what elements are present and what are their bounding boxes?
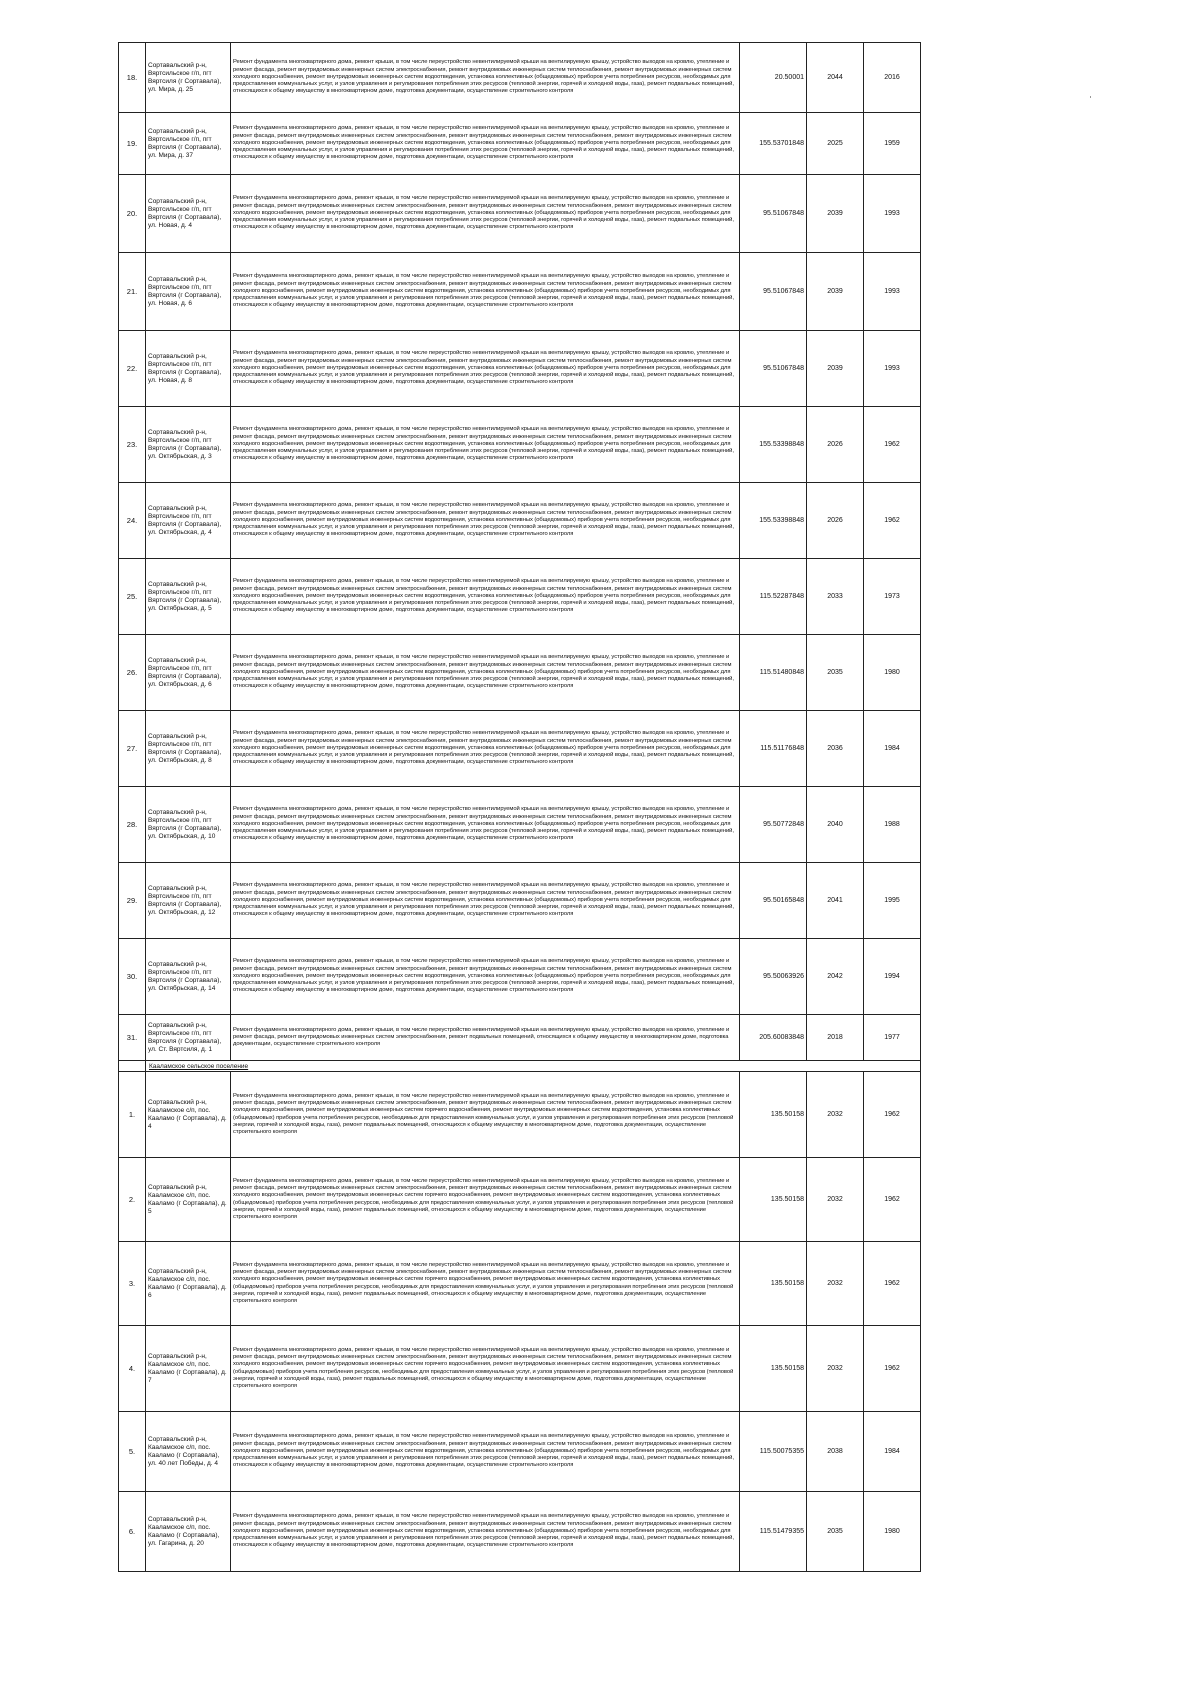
- address-cell: Сортавальский р-н, Кааламское с/п, пос. Кааламо (г Сортавала), д. 4: [146, 1072, 231, 1158]
- table-row: [119, 635, 921, 711]
- table-row: [119, 407, 921, 483]
- planned-year-cell: 2032: [807, 1158, 864, 1242]
- works-cell: Ремонт фундамента многоквартирного дома, ремонт крыши, в том числе переустройство невентилируемой крыши на вентилируемую крышу, устройство выходов на кровлю, утепление и ремонт фасада, ремонт внутридомовых инженерных систем электроснабжения, ремонт внутридомовых инженерных систем теплоснабжения, ремонт внутридомовых инженерных систем холодного водоснабжения, ремонт внутридомовых инженерных систем водоотведения, установка коллективных (общедомовых) приборов учета потребления ресурсов, необходимых для предоставления коммунальных услуг, и узлов управления и регулирования потребления этих ресурсов (тепловой энергии, горячей и холодной воды, газа), ремонт подвальных помещений, относящихся к общему имуществу в многоквартирном доме, подготовка документации, осуществление строительного контроля: [231, 1412, 740, 1492]
- cost-cell: 155.53398848: [740, 483, 807, 559]
- table-row: [119, 1412, 921, 1492]
- built-year-cell: 1980: [864, 1492, 921, 1572]
- built-year-cell: 1993: [864, 175, 921, 253]
- planned-year-cell: 2044: [807, 43, 864, 113]
- works-cell: Ремонт фундамента многоквартирного дома, ремонт крыши, в том числе переустройство невентилируемой крыши на вентилируемую крышу, устройство выходов на кровлю, утепление и ремонт фасада, ремонт внутридомовых инженерных систем электроснабжения, ремонт внутридомовых инженерных систем теплоснабжения, ремонт внутридомовых инженерных систем холодного водоснабжения, ремонт внутридомовых инженерных систем водоотведения, установка коллективных (общедомовых) приборов учета потребления ресурсов, необходимых для предоставления коммунальных услуг, и узлов управления и регулирования потребления этих ресурсов (тепловой энергии, горячей и холодной воды, газа), ремонт подвальных помещений, относящихся к общему имуществу в многоквартирном доме, подготовка документации, осуществление строительного контроля: [231, 863, 740, 939]
- table-row: [119, 787, 921, 863]
- cost-cell: 95.51067848: [740, 253, 807, 331]
- planned-year-cell: 2040: [807, 787, 864, 863]
- address-cell: Сортавальский р-н, Кааламское с/п, пос. Кааламо (г Сортавала), ул. Гагарина, д. 20: [146, 1492, 231, 1572]
- cost-cell: 95.50063926: [740, 939, 807, 1015]
- table-row: [119, 43, 921, 113]
- address-cell: Сортавальский р-н, Вяртсильское г/п, пгт Вяртсиля (г Сортавала), ул. Октябрьская, д. 6: [146, 635, 231, 711]
- table-row: [119, 1015, 921, 1061]
- built-year-cell: 1962: [864, 407, 921, 483]
- capital-repair-table: [118, 42, 921, 1572]
- works-cell: Ремонт фундамента многоквартирного дома, ремонт крыши, в том числе переустройство невентилируемой крыши на вентилируемую крышу, устройство выходов на кровлю, утепление и ремонт фасада, ремонт внутридомовых инженерных систем электроснабжения, ремонт внутридомовых инженерных систем теплоснабжения, ремонт внутридомовых инженерных систем холодного водоснабжения, ремонт внутридомовых инженерных систем водоотведения, установка коллективных (общедомовых) приборов учета потребления ресурсов, необходимых для предоставления коммунальных услуг, и узлов управления и регулирования потребления этих ресурсов (тепловой энергии, горячей и холодной воды, газа), ремонт подвальных помещений, относящихся к общему имуществу в многоквартирном доме, подготовка документации, осуществление строительного контроля: [231, 407, 740, 483]
- built-year-cell: 1962: [864, 1326, 921, 1412]
- row-number: 30.: [119, 939, 146, 1015]
- planned-year-cell: 2039: [807, 331, 864, 407]
- table-row: [119, 331, 921, 407]
- row-number: 21.: [119, 253, 146, 331]
- works-cell: Ремонт фундамента многоквартирного дома, ремонт крыши, в том числе переустройство невентилируемой крыши на вентилируемую крышу, устройство выходов на кровлю, утепление и ремонт фасада, ремонт внутридомовых инженерных систем электроснабжения, ремонт внутридомовых инженерных систем теплоснабжения, ремонт внутридомовых инженерных систем холодного водоснабжения, ремонт внутридомовых инженерных систем водоотведения, установка коллективных (общедомовых) приборов учета потребления ресурсов, необходимых для предоставления коммунальных услуг, и узлов управления и регулирования потребления этих ресурсов (тепловой энергии, горячей и холодной воды, газа), ремонт подвальных помещений, относящихся к общему имуществу в многоквартирном доме, подготовка документации, осуществление строительного контроля: [231, 559, 740, 635]
- works-cell: Ремонт фундамента многоквартирного дома, ремонт крыши, в том числе переустройство невентилируемой крыши на вентилируемую крышу, устройство выходов на кровлю, утепление и ремонт фасада, ремонт внутридомовых инженерных систем электроснабжения, ремонт внутридомовых инженерных систем теплоснабжения, ремонт внутридомовых инженерных систем холодного водоснабжения, ремонт внутридомовых инженерных систем водоотведения, установка коллективных (общедомовых) приборов учета потребления ресурсов, необходимых для предоставления коммунальных услуг, и узлов управления и регулирования потребления этих ресурсов (тепловой энергии, горячей и холодной воды, газа), ремонт подвальных помещений, относящихся к общему имуществу в многоквартирном доме, подготовка документации, осуществление строительного контроля: [231, 43, 740, 113]
- works-cell: Ремонт фундамента многоквартирного дома, ремонт крыши, в том числе переустройство невентилируемой крыши на вентилируемую крышу, устройство выходов на кровлю, утепление и ремонт фасада, ремонт внутридомовых инженерных систем электроснабжения, ремонт внутридомовых инженерных систем теплоснабжения, ремонт внутридомовых инженерных систем холодного водоснабжения, ремонт внутридомовых инженерных систем водоотведения, установка коллективных (общедомовых) приборов учета потребления ресурсов, необходимых для предоставления коммунальных услуг, и узлов управления и регулирования потребления этих ресурсов (тепловой энергии, горячей и холодной воды, газа), ремонт подвальных помещений, относящихся к общему имуществу в многоквартирном доме, подготовка документации, осуществление строительного контроля: [231, 1492, 740, 1572]
- planned-year-cell: 2039: [807, 253, 864, 331]
- address-cell: Сортавальский р-н, Кааламское с/п, пос. Кааламо (г Сортавала), д. 7: [146, 1326, 231, 1412]
- table-row: [119, 1242, 921, 1326]
- section-title: Кааламское сельское поселение: [146, 1061, 921, 1072]
- address-cell: Сортавальский р-н, Кааламское с/п, пос. Кааламо (г Сортавала), ул. 40 лет Победы, д. 4: [146, 1412, 231, 1492]
- address-cell: Сортавальский р-н, Вяртсильское г/п, пгт Вяртсиля (г Сортавала), ул. Октябрьская, д. 12: [146, 863, 231, 939]
- built-year-cell: 1995: [864, 863, 921, 939]
- works-cell: Ремонт фундамента многоквартирного дома, ремонт крыши, в том числе переустройство невентилируемой крыши на вентилируемую крышу, устройство выходов на кровлю, утепление и ремонт фасада, ремонт внутридомовых инженерных систем электроснабжения, ремонт внутридомовых инженерных систем теплоснабжения, ремонт внутридомовых инженерных систем холодного водоснабжения, ремонт внутридомовых инженерных систем водоотведения, установка коллективных (общедомовых) приборов учета потребления ресурсов, необходимых для предоставления коммунальных услуг, и узлов управления и регулирования потребления этих ресурсов (тепловой энергии, горячей и холодной воды, газа), ремонт подвальных помещений, относящихся к общему имуществу в многоквартирном доме, подготовка документации, осуществление строительного контроля: [231, 787, 740, 863]
- cost-cell: 135.50158: [740, 1326, 807, 1412]
- row-number: 4.: [119, 1326, 146, 1412]
- table-row: [119, 559, 921, 635]
- planned-year-cell: 2038: [807, 1412, 864, 1492]
- table-row: [119, 253, 921, 331]
- works-cell: Ремонт фундамента многоквартирного дома, ремонт крыши, в том числе переустройство невентилируемой крыши на вентилируемую крышу, устройство выходов на кровлю, утепление и ремонт фасада, ремонт внутридомовых инженерных систем электроснабжения, ремонт подвальных помещений, относящихся к общему имуществу в многоквартирном доме, подготовка документации, осуществление строительного контроля: [231, 1015, 740, 1061]
- works-cell: Ремонт фундамента многоквартирного дома, ремонт крыши, в том числе переустройство невентилируемой крыши на вентилируемую крышу, устройство выходов на кровлю, утепление и ремонт фасада, ремонт внутридомовых инженерных систем электроснабжения, ремонт внутридомовых инженерных систем теплоснабжения, ремонт внутридомовых инженерных систем холодного водоснабжения, ремонт внутридомовых инженерных систем горячего водоснабжения, ремонт внутридомовых инженерных систем водоотведения, установка коллективных (общедомовых) приборов учета потребления ресурсов, необходимых для предоставления коммунальных услуг, и узлов управления и регулирования потребления этих ресурсов (тепловой энергии, горячей и холодной воды, газа), ремонт подвальных помещений, относящихся к общему имуществу в многоквартирном доме, подготовка документации, осуществление строительного контроля: [231, 1326, 740, 1412]
- planned-year-cell: 2033: [807, 559, 864, 635]
- address-cell: Сортавальский р-н, Вяртсильское г/п, пгт Вяртсиля (г Сортавала), ул. Октябрьская, д. 3: [146, 407, 231, 483]
- section-spacer-cell: [119, 1061, 146, 1072]
- row-number: 29.: [119, 863, 146, 939]
- works-cell: Ремонт фундамента многоквартирного дома, ремонт крыши, в том числе переустройство невентилируемой крыши на вентилируемую крышу, устройство выходов на кровлю, утепление и ремонт фасада, ремонт внутридомовых инженерных систем электроснабжения, ремонт внутридомовых инженерных систем теплоснабжения, ремонт внутридомовых инженерных систем холодного водоснабжения, ремонт внутридомовых инженерных систем водоотведения, установка коллективных (общедомовых) приборов учета потребления ресурсов, необходимых для предоставления коммунальных услуг, и узлов управления и регулирования потребления этих ресурсов (тепловой энергии, горячей и холодной воды, газа), ремонт подвальных помещений, относящихся к общему имуществу в многоквартирном доме, подготовка документации, осуществление строительного контроля: [231, 939, 740, 1015]
- planned-year-cell: 2036: [807, 711, 864, 787]
- works-cell: Ремонт фундамента многоквартирного дома, ремонт крыши, в том числе переустройство невентилируемой крыши на вентилируемую крышу, устройство выходов на кровлю, утепление и ремонт фасада, ремонт внутридомовых инженерных систем электроснабжения, ремонт внутридомовых инженерных систем теплоснабжения, ремонт внутридомовых инженерных систем холодного водоснабжения, ремонт внутридомовых инженерных систем водоотведения, установка коллективных (общедомовых) приборов учета потребления ресурсов, необходимых для предоставления коммунальных услуг, и узлов управления и регулирования потребления этих ресурсов (тепловой энергии, горячей и холодной воды, газа), ремонт подвальных помещений, относящихся к общему имуществу в многоквартирном доме, подготовка документации, осуществление строительного контроля: [231, 253, 740, 331]
- row-number: 23.: [119, 407, 146, 483]
- row-number: 3.: [119, 1242, 146, 1326]
- works-cell: Ремонт фундамента многоквартирного дома, ремонт крыши, в том числе переустройство невентилируемой крыши на вентилируемую крышу, устройство выходов на кровлю, утепление и ремонт фасада, ремонт внутридомовых инженерных систем электроснабжения, ремонт внутридомовых инженерных систем теплоснабжения, ремонт внутридомовых инженерных систем холодного водоснабжения, ремонт внутридомовых инженерных систем водоотведения, установка коллективных (общедомовых) приборов учета потребления ресурсов, необходимых для предоставления коммунальных услуг, и узлов управления и регулирования потребления этих ресурсов (тепловой энергии, горячей и холодной воды, газа), ремонт подвальных помещений, относящихся к общему имуществу в многоквартирном доме, подготовка документации, осуществление строительного контроля: [231, 331, 740, 407]
- table-row: [119, 483, 921, 559]
- works-cell: Ремонт фундамента многоквартирного дома, ремонт крыши, в том числе переустройство невентилируемой крыши на вентилируемую крышу, устройство выходов на кровлю, утепление и ремонт фасада, ремонт внутридомовых инженерных систем электроснабжения, ремонт внутридомовых инженерных систем теплоснабжения, ремонт внутридомовых инженерных систем холодного водоснабжения, ремонт внутридомовых инженерных систем водоотведения, установка коллективных (общедомовых) приборов учета потребления ресурсов, необходимых для предоставления коммунальных услуг, и узлов управления и регулирования потребления этих ресурсов (тепловой энергии, горячей и холодной воды, газа), ремонт подвальных помещений, относящихся к общему имуществу в многоквартирном доме, подготовка документации, осуществление строительного контроля: [231, 635, 740, 711]
- planned-year-cell: 2025: [807, 113, 864, 175]
- row-number: 24.: [119, 483, 146, 559]
- row-number: 20.: [119, 175, 146, 253]
- table-row: [119, 711, 921, 787]
- built-year-cell: 2016: [864, 43, 921, 113]
- works-cell: Ремонт фундамента многоквартирного дома, ремонт крыши, в том числе переустройство невентилируемой крыши на вентилируемую крышу, устройство выходов на кровлю, утепление и ремонт фасада, ремонт внутридомовых инженерных систем электроснабжения, ремонт внутридомовых инженерных систем теплоснабжения, ремонт внутридомовых инженерных систем холодного водоснабжения, ремонт внутридомовых инженерных систем водоотведения, установка коллективных (общедомовых) приборов учета потребления ресурсов, необходимых для предоставления коммунальных услуг, и узлов управления и регулирования потребления этих ресурсов (тепловой энергии, горячей и холодной воды, газа), ремонт подвальных помещений, относящихся к общему имуществу в многоквартирном доме, подготовка документации, осуществление строительного контроля: [231, 711, 740, 787]
- built-year-cell: 1973: [864, 559, 921, 635]
- cost-cell: 115.50075355: [740, 1412, 807, 1492]
- address-cell: Сортавальский р-н, Вяртсильское г/п, пгт Вяртсиля (г Сортавала), ул. Новая, д. 4: [146, 175, 231, 253]
- works-cell: Ремонт фундамента многоквартирного дома, ремонт крыши, в том числе переустройство невентилируемой крыши на вентилируемую крышу, устройство выходов на кровлю, утепление и ремонт фасада, ремонт внутридомовых инженерных систем электроснабжения, ремонт внутридомовых инженерных систем теплоснабжения, ремонт внутридомовых инженерных систем холодного водоснабжения, ремонт внутридомовых инженерных систем водоотведения, установка коллективных (общедомовых) приборов учета потребления ресурсов, необходимых для предоставления коммунальных услуг, и узлов управления и регулирования потребления этих ресурсов (тепловой энергии, горячей и холодной воды, газа), ремонт подвальных помещений, относящихся к общему имуществу в многоквартирном доме, подготовка документации, осуществление строительного контроля: [231, 113, 740, 175]
- built-year-cell: 1980: [864, 635, 921, 711]
- cost-cell: 135.50158: [740, 1158, 807, 1242]
- address-cell: Сортавальский р-н, Вяртсильское г/п, пгт Вяртсиля (г Сортавала), ул. Новая, д. 6: [146, 253, 231, 331]
- table-body: [119, 43, 921, 1572]
- built-year-cell: 1962: [864, 483, 921, 559]
- cost-cell: 115.52287848: [740, 559, 807, 635]
- table-row: [119, 1158, 921, 1242]
- cost-cell: 95.51067848: [740, 175, 807, 253]
- built-year-cell: 1962: [864, 1072, 921, 1158]
- address-cell: Сортавальский р-н, Кааламское с/п, пос. Кааламо (г Сортавала), д. 6: [146, 1242, 231, 1326]
- table-row: [119, 175, 921, 253]
- address-cell: Сортавальский р-н, Кааламское с/п, пос. Кааламо (г Сортавала), д. 5: [146, 1158, 231, 1242]
- planned-year-cell: 2032: [807, 1242, 864, 1326]
- planned-year-cell: 2018: [807, 1015, 864, 1061]
- cost-cell: 20.50001: [740, 43, 807, 113]
- built-year-cell: 1962: [864, 1158, 921, 1242]
- row-number: 28.: [119, 787, 146, 863]
- planned-year-cell: 2032: [807, 1072, 864, 1158]
- built-year-cell: 1993: [864, 253, 921, 331]
- planned-year-cell: 2039: [807, 175, 864, 253]
- planned-year-cell: 2032: [807, 1326, 864, 1412]
- cost-cell: 135.50158: [740, 1242, 807, 1326]
- built-year-cell: 1959: [864, 113, 921, 175]
- cost-cell: 155.53701848: [740, 113, 807, 175]
- built-year-cell: 1962: [864, 1242, 921, 1326]
- table-row: [119, 939, 921, 1015]
- cost-cell: 115.51176848: [740, 711, 807, 787]
- planned-year-cell: 2026: [807, 407, 864, 483]
- planned-year-cell: 2035: [807, 1492, 864, 1572]
- row-number: 1.: [119, 1072, 146, 1158]
- row-number: 25.: [119, 559, 146, 635]
- works-cell: Ремонт фундамента многоквартирного дома, ремонт крыши, в том числе переустройство невентилируемой крыши на вентилируемую крышу, устройство выходов на кровлю, утепление и ремонт фасада, ремонт внутридомовых инженерных систем электроснабжения, ремонт внутридомовых инженерных систем теплоснабжения, ремонт внутридомовых инженерных систем холодного водоснабжения, ремонт внутридомовых инженерных систем горячего водоснабжения, ремонт внутридомовых инженерных систем водоотведения, установка коллективных (общедомовых) приборов учета потребления ресурсов, необходимых для предоставления коммунальных услуг, и узлов управления и регулирования потребления этих ресурсов (тепловой энергии, горячей и холодной воды, газа), ремонт подвальных помещений, относящихся к общему имуществу в многоквартирном доме, подготовка документации, осуществление строительного контроля: [231, 1072, 740, 1158]
- cost-cell: 135.50158: [740, 1072, 807, 1158]
- row-number: 2.: [119, 1158, 146, 1242]
- address-cell: Сортавальский р-н, Вяртсильское г/п, пгт Вяртсиля (г Сортавала), ул. Мира, д. 25: [146, 43, 231, 113]
- register-table-page: [118, 42, 902, 1632]
- address-cell: Сортавальский р-н, Вяртсильское г/п, пгт Вяртсиля (г Сортавала), ул. Октябрьская, д. 8: [146, 711, 231, 787]
- address-cell: Сортавальский р-н, Вяртсильское г/п, пгт Вяртсиля (г Сортавала), ул. Октябрьская, д. 5: [146, 559, 231, 635]
- table-row: [119, 113, 921, 175]
- table-row: [119, 863, 921, 939]
- address-cell: Сортавальский р-н, Вяртсильское г/п, пгт Вяртсиля (г Сортавала), ул. Октябрьская, д. 10: [146, 787, 231, 863]
- built-year-cell: 1994: [864, 939, 921, 1015]
- address-cell: Сортавальский р-н, Вяртсильское г/п, пгт Вяртсиля (г Сортавала), ул. Октябрьская, д. 4: [146, 483, 231, 559]
- cost-cell: 95.51067848: [740, 331, 807, 407]
- cost-cell: 95.50165848: [740, 863, 807, 939]
- row-number: 26.: [119, 635, 146, 711]
- scan-speck: [1090, 96, 1091, 98]
- cost-cell: 115.51479355: [740, 1492, 807, 1572]
- row-number: 27.: [119, 711, 146, 787]
- row-number: 22.: [119, 331, 146, 407]
- built-year-cell: 1988: [864, 787, 921, 863]
- row-number: 5.: [119, 1412, 146, 1492]
- works-cell: Ремонт фундамента многоквартирного дома, ремонт крыши, в том числе переустройство невентилируемой крыши на вентилируемую крышу, устройство выходов на кровлю, утепление и ремонт фасада, ремонт внутридомовых инженерных систем электроснабжения, ремонт внутридомовых инженерных систем теплоснабжения, ремонт внутридомовых инженерных систем холодного водоснабжения, ремонт внутридомовых инженерных систем водоотведения, установка коллективных (общедомовых) приборов учета потребления ресурсов, необходимых для предоставления коммунальных услуг, и узлов управления и регулирования потребления этих ресурсов (тепловой энергии, горячей и холодной воды, газа), ремонт подвальных помещений, относящихся к общему имуществу в многоквартирном доме, подготовка документации, осуществление строительного контроля: [231, 175, 740, 253]
- works-cell: Ремонт фундамента многоквартирного дома, ремонт крыши, в том числе переустройство невентилируемой крыши на вентилируемую крышу, устройство выходов на кровлю, утепление и ремонт фасада, ремонт внутридомовых инженерных систем электроснабжения, ремонт внутридомовых инженерных систем теплоснабжения, ремонт внутридомовых инженерных систем холодного водоснабжения, ремонт внутридомовых инженерных систем горячего водоснабжения, ремонт внутридомовых инженерных систем водоотведения, установка коллективных (общедомовых) приборов учета потребления ресурсов, необходимых для предоставления коммунальных услуг, и узлов управления и регулирования потребления этих ресурсов (тепловой энергии, горячей и холодной воды, газа), ремонт подвальных помещений, относящихся к общему имуществу в многоквартирном доме, подготовка документации, осуществление строительного контроля: [231, 1242, 740, 1326]
- address-cell: Сортавальский р-н, Вяртсильское г/п, пгт Вяртсиля (г Сортавала), ул. Октябрьская, д. 14: [146, 939, 231, 1015]
- cost-cell: 95.50772848: [740, 787, 807, 863]
- cost-cell: 155.53398848: [740, 407, 807, 483]
- row-number: 6.: [119, 1492, 146, 1572]
- planned-year-cell: 2026: [807, 483, 864, 559]
- row-number: 18.: [119, 43, 146, 113]
- planned-year-cell: 2042: [807, 939, 864, 1015]
- table-row: [119, 1492, 921, 1572]
- cost-cell: 115.51480848: [740, 635, 807, 711]
- table-row: [119, 1072, 921, 1158]
- built-year-cell: 1984: [864, 711, 921, 787]
- cost-cell: 205.60083848: [740, 1015, 807, 1061]
- row-number: 31.: [119, 1015, 146, 1061]
- section-header-row: [119, 1061, 921, 1072]
- planned-year-cell: 2041: [807, 863, 864, 939]
- table-row: [119, 1326, 921, 1412]
- row-number: 19.: [119, 113, 146, 175]
- works-cell: Ремонт фундамента многоквартирного дома, ремонт крыши, в том числе переустройство невентилируемой крыши на вентилируемую крышу, устройство выходов на кровлю, утепление и ремонт фасада, ремонт внутридомовых инженерных систем электроснабжения, ремонт внутридомовых инженерных систем теплоснабжения, ремонт внутридомовых инженерных систем холодного водоснабжения, ремонт внутридомовых инженерных систем горячего водоснабжения, ремонт внутридомовых инженерных систем водоотведения, установка коллективных (общедомовых) приборов учета потребления ресурсов, необходимых для предоставления коммунальных услуг, и узлов управления и регулирования потребления этих ресурсов (тепловой энергии, горячей и холодной воды, газа), ремонт подвальных помещений, относящихся к общему имуществу в многоквартирном доме, подготовка документации, осуществление строительного контроля: [231, 1158, 740, 1242]
- built-year-cell: 1993: [864, 331, 921, 407]
- address-cell: Сортавальский р-н, Вяртсильское г/п, пгт Вяртсиля (г Сортавала), ул. Ст. Вяртсиля, д. 1: [146, 1015, 231, 1061]
- works-cell: Ремонт фундамента многоквартирного дома, ремонт крыши, в том числе переустройство невентилируемой крыши на вентилируемую крышу, устройство выходов на кровлю, утепление и ремонт фасада, ремонт внутридомовых инженерных систем электроснабжения, ремонт внутридомовых инженерных систем теплоснабжения, ремонт внутридомовых инженерных систем холодного водоснабжения, ремонт внутридомовых инженерных систем водоотведения, установка коллективных (общедомовых) приборов учета потребления ресурсов, необходимых для предоставления коммунальных услуг, и узлов управления и регулирования потребления этих ресурсов (тепловой энергии, горячей и холодной воды, газа), ремонт подвальных помещений, относящихся к общему имуществу в многоквартирном доме, подготовка документации, осуществление строительного контроля: [231, 483, 740, 559]
- address-cell: Сортавальский р-н, Вяртсильское г/п, пгт Вяртсиля (г Сортавала), ул. Мира, д. 37: [146, 113, 231, 175]
- built-year-cell: 1984: [864, 1412, 921, 1492]
- built-year-cell: 1977: [864, 1015, 921, 1061]
- planned-year-cell: 2035: [807, 635, 864, 711]
- address-cell: Сортавальский р-н, Вяртсильское г/п, пгт Вяртсиля (г Сортавала), ул. Новая, д. 8: [146, 331, 231, 407]
